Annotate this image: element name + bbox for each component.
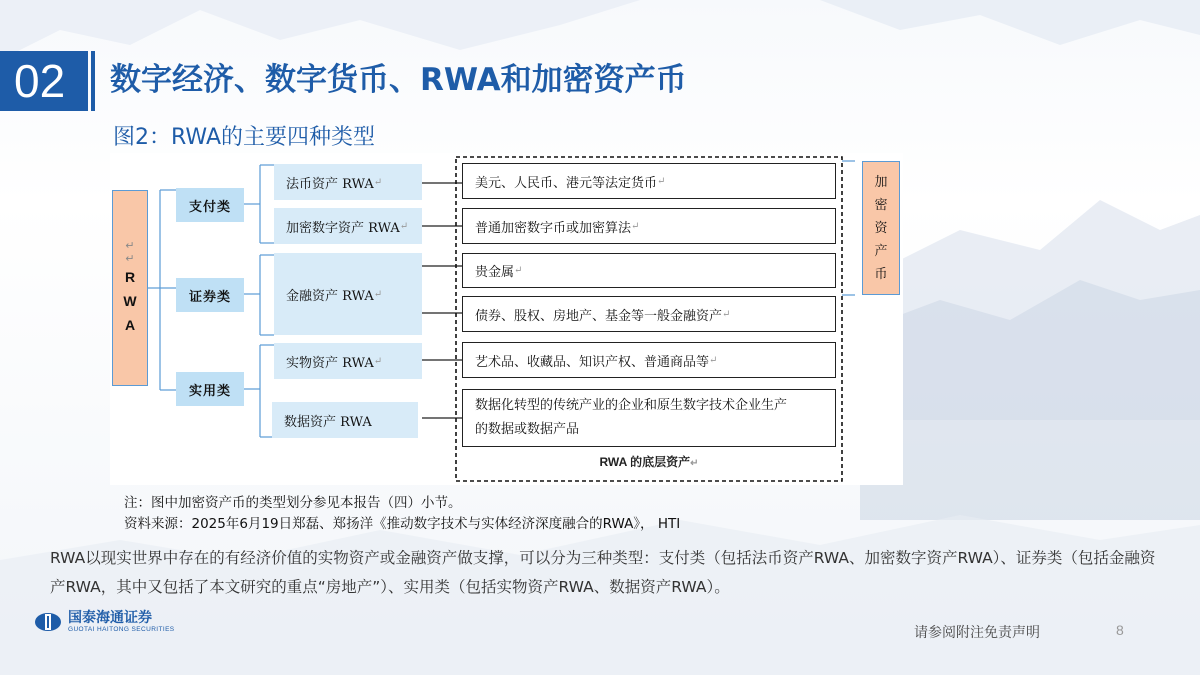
asset-label: 贵金属 (475, 265, 515, 280)
return-mark: ↵ (631, 220, 640, 232)
logo-chinese-name: 国泰海通证券 (68, 610, 152, 626)
return-mark: ↵ (722, 308, 731, 320)
subtype-crypto-rwa (274, 208, 422, 244)
page-title: 数字经济、数字货币、RWA和加密资产币 (110, 62, 687, 98)
crypto-coin-box (862, 161, 900, 295)
logo-mark-icon (34, 612, 62, 632)
subtype-data-rwa (272, 402, 418, 438)
rwa-letter: A (124, 317, 136, 333)
asset-precious-metals (462, 253, 836, 288)
rwa-types-diagram (110, 153, 903, 485)
underlying-assets-caption (455, 453, 843, 470)
return-mark: ↵ (373, 288, 383, 300)
coin-char: 币 (874, 266, 888, 282)
subtype-label: 实物资产 RWA (286, 355, 374, 371)
page-number: 8 (1116, 622, 1124, 638)
rwa-letter: R (124, 269, 136, 285)
return-mark: ↵ (373, 176, 383, 188)
return-mark: ↵ (657, 175, 666, 187)
return-mark: ↵ (125, 240, 135, 252)
coin-char: 产 (874, 243, 888, 259)
return-mark: ↵ (399, 220, 409, 232)
subtype-label: 法币资产 RWA (286, 176, 374, 192)
caption-text: RWA 的底层资产 (599, 455, 691, 469)
coin-char: 加 (874, 174, 888, 190)
category-securities: 证券类 (176, 278, 244, 312)
body-paragraph: RWA以现实世界中存在的有经济价值的实物资产或金融资产做支撑，可以分为三种类型：支付类（包括法币资产RWA、加密数字资产RWA）、证券类（包括金融资产RWA，其中又包括了本文研究的重点“房地产”）、实用类（包括实物资产RWA、数据资产RWA）。 (50, 549, 1156, 596)
figure-note: 注：图中加密资产币的类型划分参见本报告（四）小节。 (124, 495, 462, 511)
asset-financial (462, 296, 836, 332)
return-mark: ↵ (125, 253, 135, 265)
disclaimer-text: 请参阅附注免责声明 (914, 625, 1040, 641)
section-divider (91, 51, 95, 111)
asset-data (462, 389, 836, 447)
category-utility: 实用类 (176, 372, 244, 406)
rwa-letter: W (123, 293, 137, 309)
subtype-financial-rwa (274, 253, 422, 335)
subtype-fiat-rwa (274, 164, 422, 200)
return-mark: ↵ (373, 355, 383, 367)
figure-title: 图2：RWA的主要四种类型 (113, 125, 375, 150)
asset-physical (462, 342, 836, 378)
return-mark: ↵ (514, 265, 523, 276)
subtype-label: 加密数字资产 RWA (286, 220, 400, 236)
section-number: 02 (0, 51, 88, 111)
asset-label-line1: 数据化转型的传统产业的企业和原生数字技术企业生产 (475, 398, 788, 413)
asset-label-line2: 的数据或数据产品 (475, 422, 580, 437)
asset-label: 债券、股权、房地产、基金等一般金融资产 (475, 308, 723, 324)
asset-crypto (462, 208, 836, 244)
rwa-root-box (112, 190, 148, 386)
return-mark: ↵ (709, 354, 718, 366)
asset-label: 美元、人民币、港元等法定货币 (475, 175, 658, 191)
company-logo (34, 611, 175, 633)
return-mark: ↵ (690, 458, 699, 469)
category-payment: 支付类 (176, 188, 244, 222)
asset-label: 普通加密数字币或加密算法 (475, 220, 632, 236)
coin-char: 资 (874, 220, 888, 236)
coin-char: 密 (874, 197, 888, 213)
figure-source: 资料来源：2025年6月19日郑磊、郑扬洋《推动数字技术与实体经济深度融合的RWA》， HTI (124, 516, 681, 532)
asset-label: 艺术品、收藏品、知识产权、普通商品等 (475, 354, 710, 370)
subtype-physical-rwa (274, 343, 422, 379)
subtype-label: 金融资产 RWA (286, 288, 374, 304)
subtype-label: 数据资产 RWA (284, 414, 372, 430)
logo-english-name: GUOTAI HAITONG SECURITIES (68, 626, 175, 633)
asset-fiat-currency (462, 163, 836, 199)
